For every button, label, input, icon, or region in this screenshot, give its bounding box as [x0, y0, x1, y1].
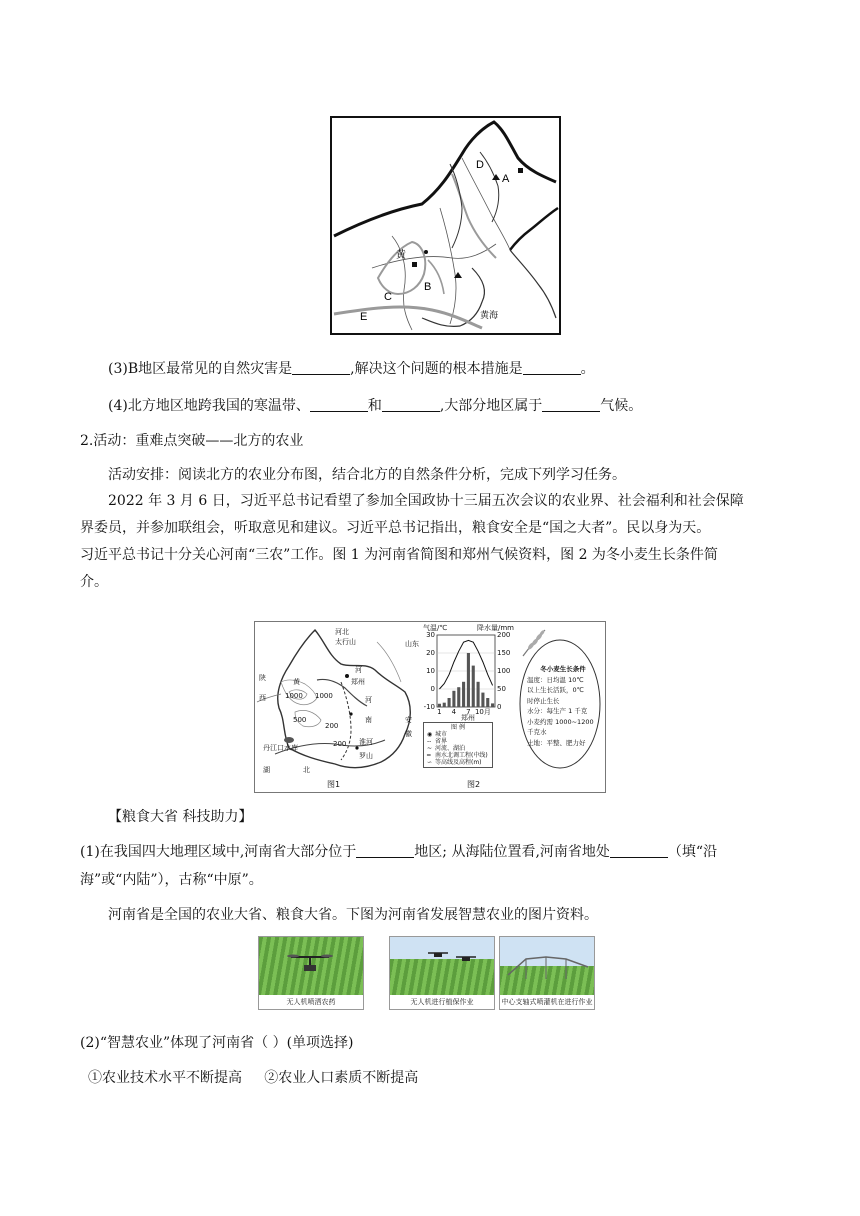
precip-bar-1 [438, 704, 441, 707]
chart-ylabel-temp: 气温/℃ [423, 624, 448, 632]
label-shandong: 山东 [405, 640, 419, 648]
activity-text: 活动安排：阅读北方的农业分布图，结合北方的自然条件分析，完成下列学习任务。 [108, 467, 626, 483]
question-1: (1)在我国四大地理区域中,河南省大部分位于 地区; 从海陆位置看,河南省地处 （填“沿 [80, 844, 718, 860]
precip-bar-10 [481, 693, 484, 707]
temp-tick-label: -10 [423, 703, 435, 711]
label-D: D [476, 159, 484, 171]
precip-tick-label: 100 [497, 667, 511, 675]
wheat-ear-icon [519, 628, 549, 658]
precip-bar-7 [467, 653, 470, 707]
precip-tick-label: 200 [497, 631, 511, 639]
chart-title-zhengzhou: 郑州 [461, 714, 475, 722]
temp-tick-label: 20 [426, 649, 435, 657]
contour-1000a: 1000 [285, 692, 303, 700]
label-B: B [424, 281, 432, 293]
photo-drone-spraying [258, 936, 364, 1010]
legend-item-canal: ═ 南水北调工程(中线) [427, 752, 488, 759]
henan-intro: 河南省是全国的农业大省、粮食大省。下图为河南省发展智慧农业的图片资料。 [108, 907, 598, 923]
contour-1000b: 1000 [315, 692, 333, 700]
label-xi: 西 [259, 694, 266, 702]
label-henan-nan: 南 [365, 716, 372, 724]
answer-blank-3b[interactable] [523, 360, 581, 375]
question-4: (4)北方地区地跨我国的寒温带、 和 ,大部分地区属于 气候。 [108, 398, 643, 414]
label-bei: 北 [303, 766, 310, 774]
label-hebei: 河北 [335, 628, 349, 636]
answer-blank-1b[interactable] [610, 843, 668, 858]
photo-caption-1: 无人机喷洒农药 [259, 995, 363, 1009]
caption-figure-1: 图1 [327, 780, 341, 789]
precip-bar-2 [443, 703, 446, 707]
henan-map-svg [255, 622, 421, 777]
contour-500: 500 [293, 716, 307, 724]
precip-bar-3 [448, 698, 451, 707]
north-china-map-svg [332, 118, 559, 333]
news-paragraph: 2022 年 3 月 6 日，习近平总书记看望了参加全国政协十三届五次会议的农业界、社会福利和社会保障 界委员，并参加联组会，听取意见和建议。习近平总书记指出，粮食安全是“国之大者”。民以身为天。 习近平总书记十分关心河南“三农”工作。图 1 为河南省简图和郑州气候资料，图 2 为冬小麦生长条件简 介。 [80, 493, 744, 590]
label-danjiangkou: 丹江口水库 [263, 744, 298, 752]
precip-bar-12 [491, 703, 494, 707]
precip-bar-9 [477, 682, 480, 707]
legend-item-river: ~ 河流、湖泊 [427, 745, 466, 752]
answer-blank-4a[interactable] [310, 397, 368, 412]
label-anhui-hui: 徽 [405, 730, 412, 738]
irrigator-icon [506, 947, 590, 987]
drones-icon [420, 943, 480, 983]
label-hu: 湖 [263, 766, 270, 774]
month-tick-label: 7 [466, 708, 471, 716]
figure-henan [254, 621, 606, 793]
photo-caption-3: 中心支轴式喷灌机在进行作业 [500, 995, 594, 1009]
month-tick-label: 10月 [474, 708, 491, 716]
label-huaihe: 淮河 [359, 738, 373, 746]
legend-item-city: ◉ 城市 [427, 731, 448, 738]
answer-blank-4c[interactable] [542, 397, 600, 412]
label-taihang: 太行山 [335, 638, 356, 646]
label-luoshan: 罗山 [359, 752, 373, 760]
temp-tick-label: 30 [426, 631, 435, 639]
question-3: (3)B地区最常见的自然灾害是 ,解决这个问题的根本措施是 。 [108, 361, 595, 377]
drone-icon [287, 951, 333, 975]
label-shan: 陕 [259, 674, 266, 682]
caption-figure-2: 图2 [467, 780, 481, 789]
contour-200a: 200 [325, 722, 339, 730]
legend-item-contour: ∽ 等高线及高程(m) [427, 759, 482, 766]
north-china-map [330, 116, 561, 335]
precip-tick-label: 50 [497, 685, 506, 693]
precip-bar-11 [486, 698, 489, 707]
photo-caption-2: 无人机进行植保作业 [390, 995, 494, 1009]
wheat-card-title: 冬小麦生长条件 [540, 665, 586, 673]
label-huang-river: 黄 [293, 678, 300, 686]
label-C: C [384, 291, 392, 303]
precip-bar-6 [462, 682, 465, 707]
label-huang: 黄 [396, 250, 406, 261]
photo-center-pivot-irrigator [499, 936, 595, 1010]
question-2-options: ①农业技术水平不断提高 ②农业人口素质不断提高 [88, 1070, 419, 1086]
precip-tick-label: 150 [497, 649, 511, 657]
label-huanghai: 黄海 [480, 311, 499, 321]
question-1-line2: 海”或“内陆”），古称“中原”。 [80, 872, 263, 888]
subheading: 【粮食大省 科技助力】 [108, 809, 253, 825]
map-legend: 图 例 ◉ 城市 -- 省界 ~ 河流、湖泊 ═ 南水北调工程(中线) ∽ 等高线及高程(m) [423, 722, 493, 768]
precip-tick-label: 0 [497, 703, 502, 711]
precip-bar-8 [472, 666, 475, 707]
wheat-condition-card: 冬小麦生长条件 温度：日均温 10℃ 以上生长活跃，0℃ 时停止生长 水分：每生产 1 千克 小麦约需 1000~1200 千克水 土地：平整、肥力好 [513, 626, 603, 771]
photo-drone-crop-protection [389, 936, 495, 1010]
temperature-line [439, 640, 492, 689]
temp-tick-label: 0 [430, 685, 435, 693]
label-A: A [502, 173, 510, 185]
question-2: (2)“智慧农业”体现了河南省（ ）(单项选择) [80, 1035, 354, 1051]
label-E: E [360, 311, 368, 323]
label-zhengzhou: 郑州 [351, 678, 365, 686]
contour-200b: 200 [333, 740, 347, 748]
section-2-title: 2.活动：重难点突破——北方的农业 [80, 433, 304, 449]
legend-item-border: -- 省界 [427, 738, 448, 745]
temp-tick-label: 10 [426, 667, 435, 675]
answer-blank-3a[interactable] [292, 360, 350, 375]
chart-ylabel-precip: 降水量/mm [477, 624, 514, 632]
label-he-river: 河 [355, 666, 362, 674]
precip-bar-5 [457, 687, 460, 707]
answer-blank-1a[interactable] [356, 843, 414, 858]
month-tick-label: 4 [451, 708, 457, 716]
label-henan-he: 河 [365, 696, 372, 704]
label-anhui-an: 安 [405, 716, 412, 724]
precip-bar-4 [452, 691, 455, 707]
month-tick-label: 1 [437, 708, 442, 716]
zhengzhou-climate-chart [421, 622, 515, 722]
answer-blank-4b[interactable] [382, 397, 440, 412]
